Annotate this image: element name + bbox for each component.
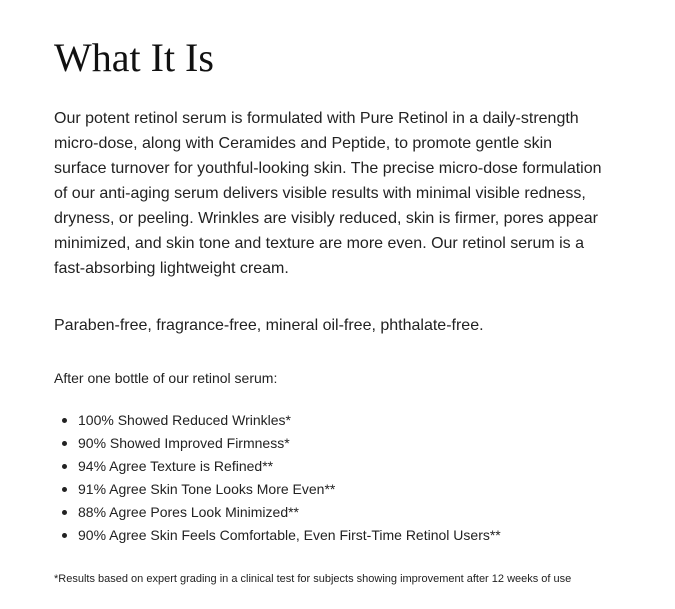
result-item xyxy=(54,409,501,432)
section-title: What It Is xyxy=(54,35,214,80)
product-description: Our potent retinol serum is formulated with Pure Retinol in a daily-strength micro-dose, along with Ceramides and Peptide, to promote gentle skin surface turnover for youthful-looking skin. The precise micro-dose formulation of our anti-aging serum delivers visible results with minimal visible redness, dryness, or peeling. Wrinkles are visibly reduced, skin is firmer, pores appear minimized, and skin tone and texture are more even. Our retinol serum is a fast-absorbing lightweight cream. xyxy=(54,110,602,277)
bullet-icon xyxy=(62,464,67,469)
result-item xyxy=(54,501,501,524)
result-item xyxy=(54,524,501,547)
result-item xyxy=(54,478,501,501)
result-text: 90% Agree Skin Feels Comfortable, Even First-Time Retinol Users** xyxy=(78,527,501,543)
result-text: 100% Showed Reduced Wrinkles* xyxy=(78,412,291,428)
result-item xyxy=(54,432,501,455)
bullet-icon xyxy=(62,441,67,446)
bullet-icon xyxy=(62,418,67,423)
result-text: 90% Showed Improved Firmness* xyxy=(78,435,290,451)
result-text: 91% Agree Skin Tone Looks More Even** xyxy=(78,481,336,497)
clinical-footnote: *Results based on expert grading in a clinical test for subjects showing improvement after 12 weeks of use xyxy=(54,573,572,585)
free-from-statement: Paraben-free, fragrance-free, mineral oil-free, phthalate-free. xyxy=(54,317,484,334)
result-item xyxy=(54,455,501,478)
bullet-icon xyxy=(62,487,67,492)
bullet-icon xyxy=(62,510,67,515)
bullet-icon xyxy=(62,533,67,538)
results-list xyxy=(54,409,501,547)
results-intro: After one bottle of our retinol serum: xyxy=(54,370,278,386)
result-text: 94% Agree Texture is Refined** xyxy=(78,458,274,474)
result-text: 88% Agree Pores Look Minimized** xyxy=(78,504,300,520)
